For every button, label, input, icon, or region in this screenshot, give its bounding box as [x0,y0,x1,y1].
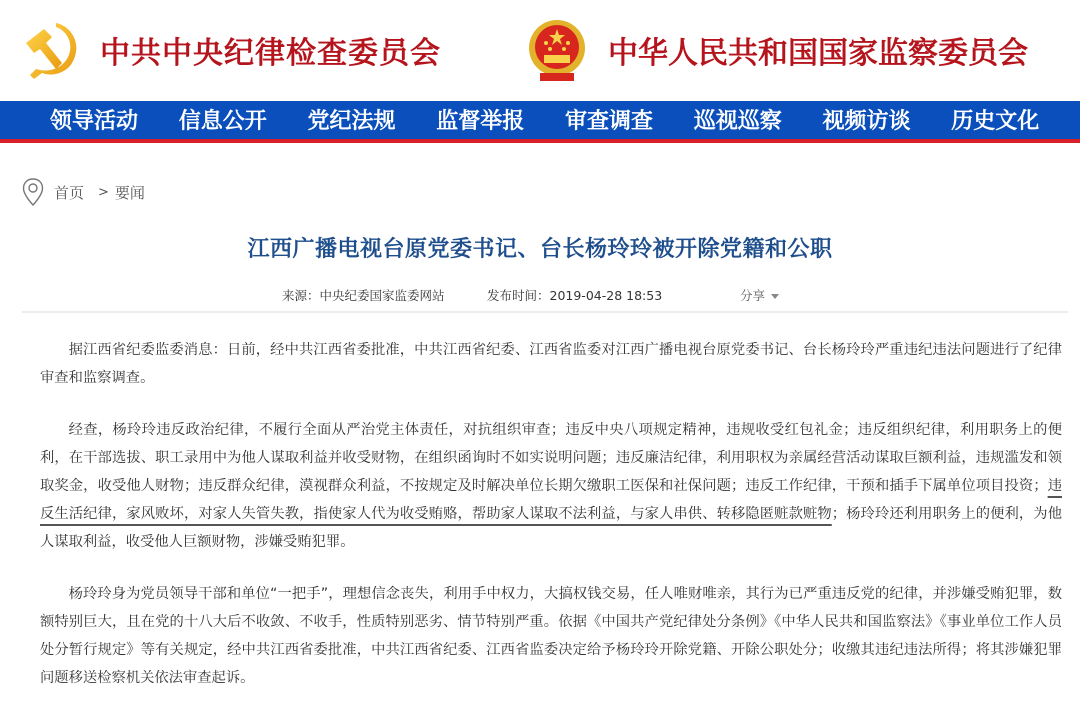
main-nav [0,101,1080,143]
article-source: 来源：中央纪委国家监委网站 [282,288,445,303]
caret-down-icon [771,294,779,299]
paragraph-2-text: 经查，杨玲玲违反政治纪律，不履行全面从严治党主体责任，对抗组织审查；违反中央八项规定精神，违规收受红包礼金；违反组织纪律，利用职务上的便利，在干部选拔、职工录用中为他人谋取利益并收受财物，在组织函询时不如实说明问题；违反廉洁纪律，利用职权为亲属经营活动谋取巨额利益，违规滥发和领取奖金，收受他人财物；违反群众纪律，漠视群众利益，不按规定及时解决单位长期欠缴职工医保和社保问题；违反工作纪律，干预和插手下属单位项目投资； [40,422,1062,494]
breadcrumb-home[interactable]: 首页 [54,183,85,202]
article-date: 发布时间：2019-04-28 18:53 [487,288,663,303]
ccdi-brand[interactable] [22,0,441,100]
national-emblem-icon [526,17,588,83]
divider [22,311,1068,313]
nav-item-regulations[interactable]: 党纪法规 [307,108,396,134]
location-pin-icon [22,178,44,206]
breadcrumb-current[interactable]: 要闻 [114,183,145,202]
nav-item-supervision-report[interactable]: 监督举报 [436,108,525,134]
paragraph-2-tail: ；杨玲玲还利用职务上的便利，为他人谋取利益，收受他人巨额财物，涉嫌受贿犯罪。 [40,506,1062,550]
breadcrumb-separator: > [98,184,109,200]
nav-item-inspection[interactable]: 巡视巡察 [693,108,782,134]
hammer-sickle-emblem-icon [22,17,84,83]
share-label: 分享 [740,288,766,303]
article-body [40,336,1062,708]
nav-item-info-disclosure[interactable]: 信息公开 [178,108,267,134]
nav-item-video-interviews[interactable]: 视频访谈 [822,108,911,134]
nav-item-investigation[interactable]: 审查调查 [565,108,654,134]
nav-item-history-culture[interactable]: 历史文化 [951,108,1040,134]
nav-item-leadership[interactable]: 领导活动 [50,108,139,134]
underlined-text: 违反生活纪律，家风败坏，对家人失管失教，指使家人代为收受贿赂，帮助家人谋取不法利益，与家人串供、转移隐匿赃款赃物 [40,478,1063,522]
paragraph-2 [40,416,1062,556]
nsc-name: 中华人民共和国国家监察委员会 [608,36,1028,71]
article-title: 江西广播电视台原党委书记、台长杨玲玲被开除党籍和公职 [247,237,833,262]
share-button[interactable] [740,286,779,304]
breadcrumb [22,178,145,206]
paragraph-3: 杨玲玲身为党员领导干部和单位“一把手”，理想信念丧失，利用手中权力，大搞权钱交易，任人唯财唯亲，其行为已严重违反党的纪律，并涉嫌受贿犯罪，数额特别巨大，且在党的十八大后不收敛、不收手，性质特别恶劣、情节特别严重。依据《中国共产党纪律处分条例》《中华人民共和国监察法》《事业单位工作人员处分暂行规定》等有关规定，经中共江西省委批准，中共江西省纪委、江西省监委决定给予杨玲玲开除党籍、开除公职处分；收缴其违纪违法所得；将其涉嫌犯罪问题移送检察机关依法审查起诉。 [40,586,1062,686]
ccdi-name: 中共中央纪律检查委员会 [100,36,441,71]
masthead [0,0,1080,101]
paragraph-1: 据江西省纪委监委消息：日前，经中共江西省委批准，中共江西省纪委、江西省监委对江西广播电视台原党委书记、台长杨玲玲严重违纪违法问题进行了纪律审查和监察调查。 [40,342,1062,386]
nsc-brand[interactable] [526,0,1028,100]
